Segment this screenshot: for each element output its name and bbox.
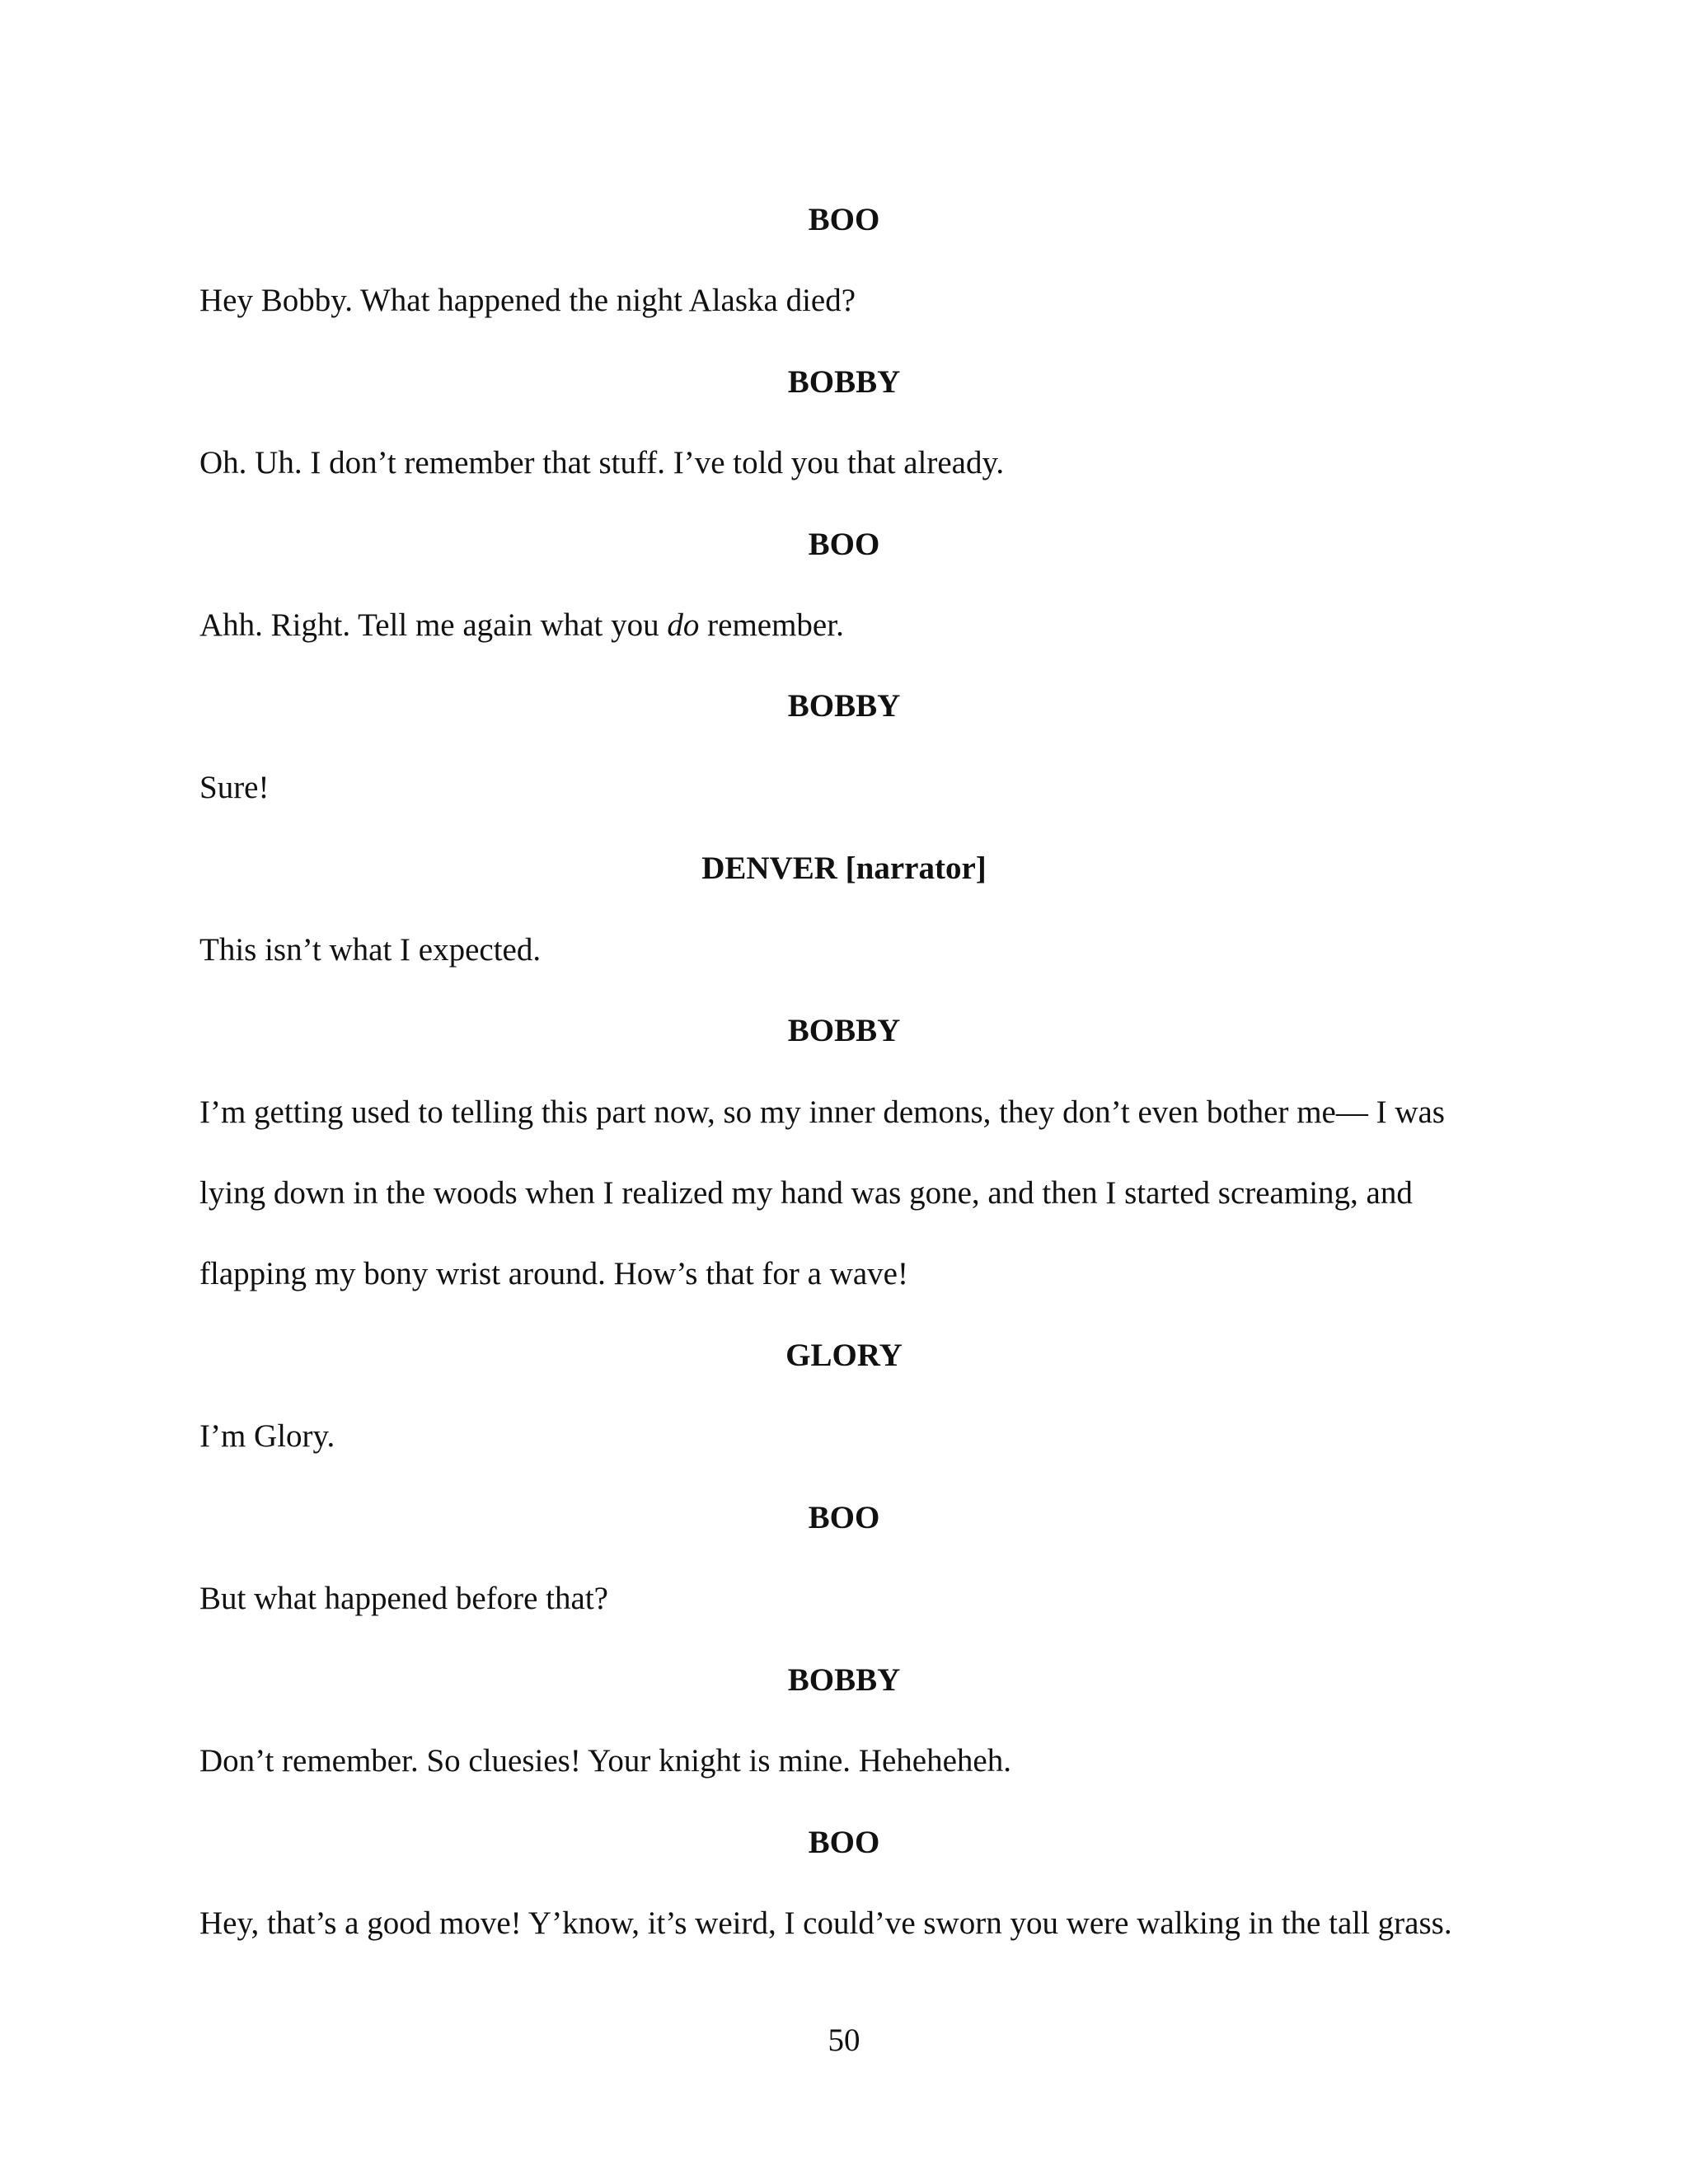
dialogue-line: flapping my bony wrist around. How’s that for a wave! [199, 1256, 908, 1291]
dialogue-line: I’m getting used to telling this part now, so my inner demons, they don’t even bother me— I was [199, 1094, 1445, 1130]
speaker-name: DENVER [narrator] [701, 851, 987, 886]
dialogue-line: Oh. Uh. I don’t remember that stuff. I’ve told you that already. [199, 445, 1005, 480]
dialogue-line [199, 606, 1518, 645]
dialogue-line: Sure! [199, 770, 270, 805]
speaker-name: BOO [808, 1500, 880, 1535]
dialogue-line: lying down in the woods when I realized my hand was gone, and then I started screaming, and [199, 1175, 1413, 1211]
speaker-name: BOBBY [787, 1662, 901, 1698]
dialogue-line: Don’t remember. So cluesies! Your knight is mine. Heheheheh. [199, 1743, 1011, 1779]
dialogue-line: Hey Bobby. What happened the night Alaska died? [199, 283, 856, 318]
speaker-name: BOO [808, 202, 880, 237]
dialogue-line: I’m Glory. [199, 1418, 335, 1454]
dialogue-line: This isn’t what I expected. [199, 932, 542, 968]
speaker-name: BOBBY [787, 364, 901, 400]
dialogue-text: remember. [699, 607, 844, 643]
speaker-name: BOBBY [787, 688, 901, 724]
speaker-name: BOBBY [787, 1013, 901, 1048]
dialogue-line: But what happened before that? [199, 1581, 608, 1616]
dialogue-text: Ahh. Right. Tell me again what you [199, 607, 668, 643]
page-number: 50 [828, 2022, 860, 2058]
speaker-name: GLORY [785, 1338, 903, 1373]
dialogue-line: Hey, that’s a good move! Y’know, it’s weird, I could’ve sworn you were walking in the tall grass. [199, 1905, 1452, 1941]
speaker-name: BOO [808, 527, 880, 562]
emphasized-word: do [667, 607, 700, 643]
speaker-name: BOO [808, 1825, 880, 1860]
